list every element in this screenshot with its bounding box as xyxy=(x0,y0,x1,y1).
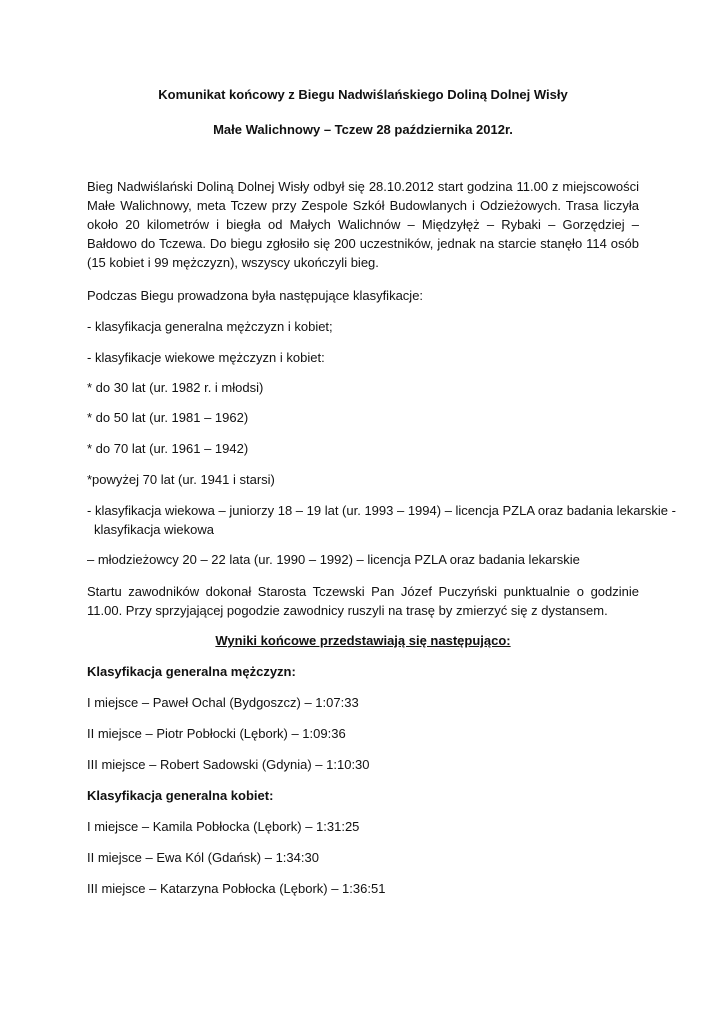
start-paragraph: Startu zawodników dokonał Starosta Tczewski Pan Józef Puczyński punktualnie o godzinie 11.00. Przy sprzyjającej pogodzie zawodnicy ruszyli na trasę by zmierzyć się z dystansem. xyxy=(87,584,639,618)
women-result-row: I miejsce – Kamila Pobłocka (Lębork) – 1:31:25 xyxy=(87,819,360,834)
intro-paragraph: Bieg Nadwiślański Doliną Dolnej Wisły odbył się 28.10.2012 start godzina 11.00 z miejscowości Małe Walichnowy, meta Tczew przy Zespole Szkół Budowlanych i Odzieżowych. Trasa liczyła około 20 kilometrów i biegła od Małych Walichnów – Międzyłęż – Rybaki – Gorzędziej – Bałdowo do Tczewa. Do biegu zgłosiło się 200 uczestników, jednak na starcie stanęło 114 osób (15 kobiet i 99 mężczyzn), wszyscy ukończyli bieg. xyxy=(87,179,639,270)
women-result-row: II miejsce – Ewa Kól (Gdańsk) – 1:34:30 xyxy=(87,850,319,865)
classification-juniors: - klasyfikacja wiekowa – juniorzy 18 – 19 lat (ur. 1993 – 1994) – licencja PZLA oraz badania lekarskie - xyxy=(87,503,676,518)
classifications-intro: Podczas Biegu prowadzona była następujące klasyfikacje: xyxy=(87,288,424,303)
classification-age-heading: - klasyfikacje wiekowe mężczyzn i kobiet: xyxy=(87,350,325,365)
men-result-row: I miejsce – Paweł Ochal (Bydgoszcz) – 1:07:33 xyxy=(87,695,359,710)
age-group-item: * do 50 lat (ur. 1981 – 1962) xyxy=(87,410,249,425)
women-result-row: III miejsce – Katarzyna Pobłocka (Lębork) – 1:36:51 xyxy=(87,881,386,896)
classification-youth: – młodzieżowcy 20 – 22 lata (ur. 1990 – 1992) – licencja PZLA oraz badania lekarskie xyxy=(87,552,580,567)
age-group-item: * do 70 lat (ur. 1961 – 1942) xyxy=(87,441,249,456)
classification-juniors-continued: klasyfikacja wiekowa xyxy=(94,522,214,537)
age-group-item: *powyżej 70 lat (ur. 1941 i starsi) xyxy=(87,472,275,487)
men-result-row: II miejsce – Piotr Pobłocki (Lębork) – 1:09:36 xyxy=(87,726,346,741)
age-group-item: * do 30 lat (ur. 1982 r. i młodsi) xyxy=(87,380,264,395)
classification-general: - klasyfikacja generalna mężczyzn i kobiet; xyxy=(87,319,333,334)
results-heading: Wyniki końcowe przedstawiają się następująco: xyxy=(215,633,511,648)
document-title: Komunikat końcowy z Biegu Nadwiślańskiego Doliną Dolnej Wisły xyxy=(158,87,568,102)
men-result-row: III miejsce – Robert Sadowski (Gdynia) – 1:10:30 xyxy=(87,757,370,772)
women-results-title: Klasyfikacja generalna kobiet: xyxy=(87,788,274,803)
document-subtitle: Małe Walichnowy – Tczew 28 października 2012r. xyxy=(213,122,513,137)
men-results-title: Klasyfikacja generalna mężczyzn: xyxy=(87,664,296,679)
